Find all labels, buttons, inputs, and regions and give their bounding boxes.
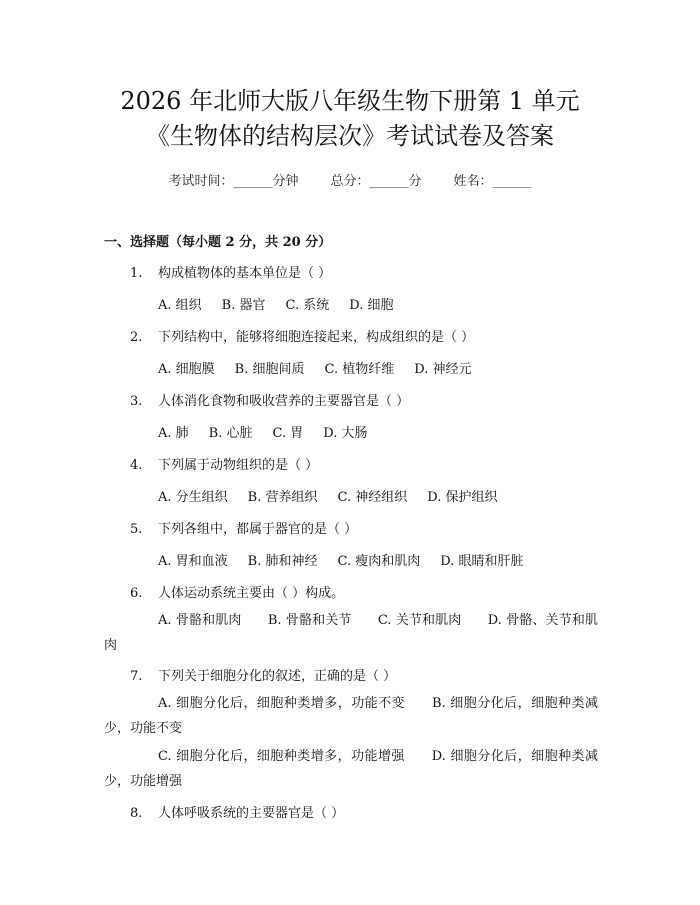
option-d: D. 保护组织: [427, 490, 498, 505]
option-d: D. 大肠: [323, 426, 368, 441]
option-d: D. 眼睛和肝脏: [440, 554, 524, 569]
question-2-options: [158, 358, 471, 377]
question-text: 下列属于动物组织的是（ ）: [158, 458, 319, 473]
question-1: [130, 262, 331, 281]
section-heading-choice: 一、选择题（每小题 2 分，共 20 分）: [104, 235, 332, 250]
option-a: A. 分生组织: [158, 490, 228, 505]
option-b: B. 心脏: [208, 426, 253, 441]
option-d: D. 细胞: [349, 298, 394, 313]
total-score-field: 总分：______分: [330, 174, 422, 189]
question-3-options: [158, 422, 367, 441]
question-text: 下列各组中，都属于器官的是（ ）: [158, 522, 358, 537]
exam-title-line1: 2026 年北师大版八年级生物下册第 1 单元: [120, 87, 580, 115]
option-b: B. 肺和神经: [247, 554, 318, 569]
option-c: C. 系统: [285, 298, 330, 313]
question-2: [130, 326, 474, 345]
option-d: D. 神经元: [414, 362, 472, 377]
question-number: 7.: [130, 669, 143, 684]
exam-title-line2: 《生物体的结构层次》考试试卷及答案: [146, 122, 554, 150]
option-a: A. 胃和血液: [158, 554, 228, 569]
option-a: A. 组织: [158, 298, 202, 313]
question-7-options-ab: A. 细胞分化后，细胞种类增多，功能不变 B. 细胞分化后，细胞种类减少，功能不变: [104, 696, 598, 736]
question-7: [130, 665, 396, 684]
question-number: 5.: [130, 522, 143, 537]
question-number: 4.: [130, 458, 143, 473]
option-c: C. 神经组织: [337, 490, 408, 505]
question-text: 下列关于细胞分化的叙述，正确的是（ ）: [158, 669, 397, 684]
exam-time-field: 考试时间：______分钟: [168, 174, 299, 189]
option-c: C. 瘦肉和肌肉: [337, 554, 421, 569]
question-text: 构成植物体的基本单位是（ ）: [158, 266, 332, 281]
question-text: 人体消化食物和吸收营养的主要器官是（ ）: [158, 394, 410, 409]
question-number: 6.: [130, 586, 143, 601]
question-text: 人体呼吸系统的主要器官是（ ）: [158, 806, 345, 821]
option-b: B. 细胞间质: [234, 362, 305, 377]
question-4-options: [158, 486, 497, 505]
exam-info-line: [0, 170, 700, 189]
question-5: [130, 518, 357, 537]
question-7-options-cd: C. 细胞分化后，细胞种类增多，功能增强 D. 细胞分化后，细胞种类减少，功能增强: [104, 749, 598, 789]
question-6-options: A. 骨骼和肌肉 B. 骨骼和关节 C. 关节和肌肉 D. 骨骼、关节和肌肉: [104, 613, 598, 653]
option-a: A. 肺: [158, 426, 189, 441]
question-5-options: [158, 550, 523, 569]
option-b: B. 营养组织: [247, 490, 318, 505]
question-3: [130, 390, 409, 409]
option-a: A. 细胞膜: [158, 362, 215, 377]
question-text: 人体运动系统主要由（ ）构成。: [158, 586, 345, 601]
option-c: C. 植物纤维: [324, 362, 395, 377]
question-6: [130, 582, 344, 601]
question-8: [130, 802, 344, 821]
option-c: C. 胃: [272, 426, 304, 441]
question-number: 3.: [130, 394, 143, 409]
question-number: 2.: [130, 330, 143, 345]
name-field: 姓名：______: [453, 174, 532, 189]
question-4: [130, 454, 318, 473]
question-1-options: [158, 294, 393, 313]
option-b: B. 器官: [221, 298, 266, 313]
question-number: 8.: [130, 806, 143, 821]
question-number: 1.: [130, 266, 143, 281]
question-text: 下列结构中，能够将细胞连接起来，构成组织的是（ ）: [158, 330, 475, 345]
